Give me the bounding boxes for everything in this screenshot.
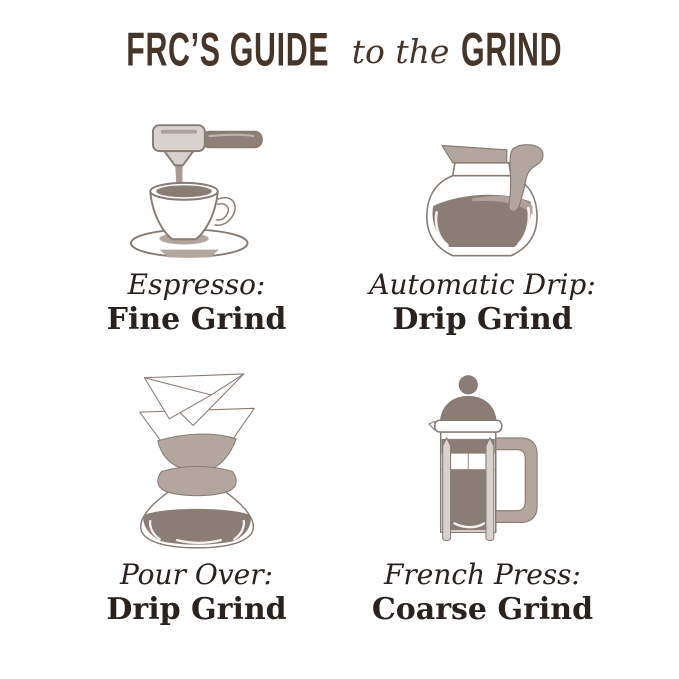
- grind-label: Drip Grind: [392, 301, 573, 337]
- title-script-text: to the: [351, 32, 450, 71]
- grind-label: Coarse Grind: [371, 591, 594, 627]
- french-press-icon: [419, 373, 547, 550]
- title-lead-text: FRC’S GUIDE: [126, 22, 330, 76]
- label-pour-over: [106, 558, 286, 642]
- page-title: [0, 22, 679, 76]
- drip-carafe-icon: [420, 139, 546, 260]
- method-label: Pour Over:: [119, 558, 274, 591]
- grind-label: Drip Grind: [106, 591, 287, 627]
- label-espresso: [107, 268, 287, 352]
- label-automatic-drip: [369, 268, 596, 352]
- card-espresso: [54, 90, 340, 352]
- method-label: Espresso:: [127, 268, 266, 301]
- pour-over-chemex-icon: [133, 366, 261, 550]
- card-automatic-drip: [340, 90, 626, 352]
- method-label: Automatic Drip:: [369, 268, 596, 301]
- method-label: French Press:: [383, 558, 581, 591]
- espresso-portafilter-cup-icon: [128, 120, 266, 260]
- card-pour-over: [54, 352, 340, 642]
- guide-grid: [54, 90, 626, 642]
- card-french-press: [340, 352, 626, 642]
- grind-label: Fine Grind: [106, 301, 287, 337]
- label-french-press: [372, 558, 593, 642]
- title-tail-text: GRIND: [461, 22, 563, 76]
